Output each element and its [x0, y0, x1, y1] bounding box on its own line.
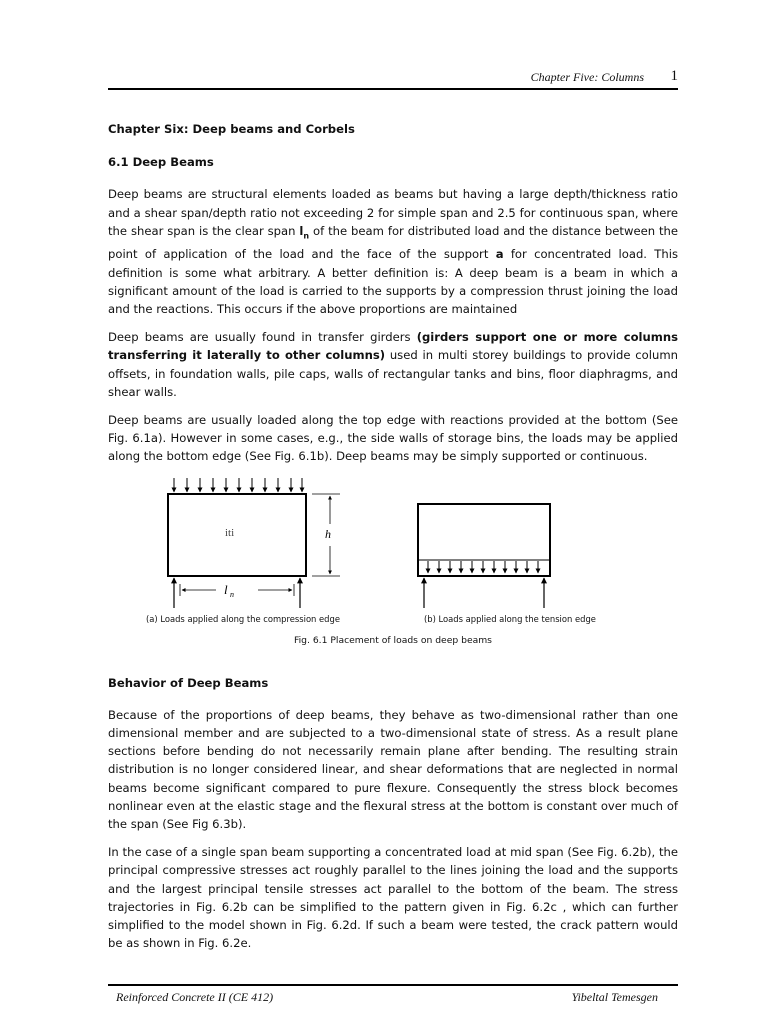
- label-ln: l: [224, 581, 228, 597]
- page-footer: [108, 984, 678, 1014]
- caption-b: (b) Loads applied along the tension edge: [424, 613, 596, 624]
- beam-a-inner-label: iti: [225, 526, 235, 539]
- para2-text-b: used in multi storey buildings to provide column offsets, in foundation walls, pile caps, walls of rectangular tanks and bins, floor diaphragms, and shear walls.: [108, 348, 678, 399]
- para2-bold: (girders support one or more columns transferring it laterally to other columns): [108, 330, 679, 363]
- paragraph-definition: [108, 185, 678, 318]
- paragraph-usage: [108, 328, 678, 401]
- para2-text-a: Deep beams are usually found in transfer girders: [108, 330, 417, 345]
- shear-span-symbol: a: [495, 247, 504, 262]
- label-h: h: [325, 526, 331, 541]
- paragraph-behavior: Because of the proportions of deep beams, they behave as two-dimensional rather than one dimensional member and are subjected to a two-dimensional state of stress. As a result plane sections before bending do not necessarily remain plane after bending. The resulting strain distribution is no longer considered linear, and shear deformations that are neglected in normal beams become significant compared to pure flexure. Consequently the stress block becomes nonlinear even at the elastic stage and the flexural stress at the bottom is constant over much of the span (See Fig 6.3b).: [108, 707, 678, 831]
- footer-author: Yibeltal Temesgen: [571, 990, 658, 1004]
- page-number: 1: [670, 68, 678, 84]
- page-header: [108, 66, 678, 88]
- figure-b-beam: [418, 504, 550, 608]
- span-symbol: l: [299, 223, 304, 238]
- para1-text-a: Deep beams are structural elements loaded as beams but having a large depth/thickness ratio and a shear span/depth ratio not exceeding 2 for simple span and 2.5 for continuous span, where the shear span is the clear span: [108, 187, 678, 238]
- para1-text-c: for concentrated load. This definition is some what arbitrary. A better definition is: A deep beam is a beam in which a significant amount of the load is carried to the supports by a compression thrust joining the load and the reactions. This occurs if the above proportions are maintained: [108, 247, 678, 316]
- behavior-heading: Behavior of Deep Beams: [108, 675, 269, 690]
- span-subscript: n: [303, 231, 310, 241]
- document-body: [108, 118, 678, 952]
- chapter-title: Chapter Six: Deep beams and Corbels: [108, 122, 355, 136]
- header-chapter-label: Chapter Five: Columns: [530, 70, 644, 84]
- section-title: 6.1 Deep Beams: [108, 155, 214, 170]
- caption-a: (a) Loads applied along the compression edge: [146, 613, 340, 624]
- footer-rule: [108, 984, 678, 986]
- figure-caption: Fig. 6.1 Placement of loads on deep beams: [294, 634, 492, 646]
- paragraph-single-span: In the case of a single span beam supporting a concentrated load at mid span (See Fig. 6.2b), the principal compressive stresses act roughly parallel to the lines joining the load and the supports and the largest principal tensile stresses act parallel to the bottom of the beam. The stress trajectories in Fig. 6.2b can be simplified to the pattern given in Fig. 6.2c , which can further simplified to the model shown in Fig. 6.2d. If such a beam were tested, the crack pattern would be as shown in Fig. 6.2e.: [108, 845, 678, 951]
- label-ln-subscript: n: [230, 589, 234, 599]
- footer-course: Reinforced Concrete II (CE 412): [116, 990, 274, 1004]
- figure-6-1: [108, 472, 678, 672]
- figure-a-beam: [168, 478, 340, 608]
- para1-text-b: of the beam for distributed load and the distance between the point of application of the load and the face of the support: [108, 223, 679, 262]
- paragraph-loading: Deep beams are usually loaded along the top edge with reactions provided at the bottom (See Fig. 6.1a). However in some cases, e.g., the side walls of storage bins, the loads may be applied along the bottom edge (See Fig. 6.1b). Deep beams may be simply supported or continuous.: [108, 412, 678, 464]
- header-rule: [108, 88, 678, 90]
